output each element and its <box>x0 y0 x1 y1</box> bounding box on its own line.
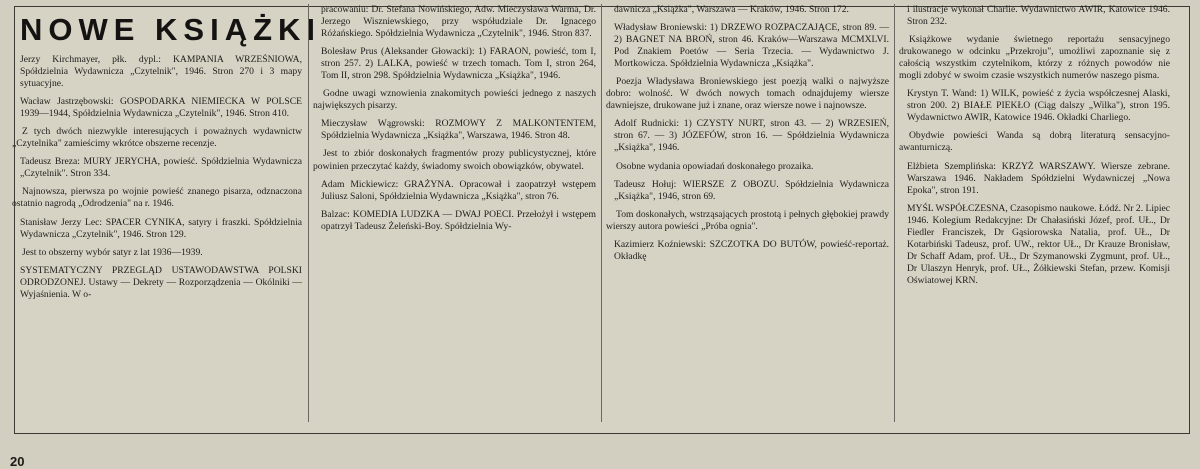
review-paragraph: Osobne wydania opowiadań doskonałego prozaika. <box>616 160 814 172</box>
book-entry: Mieczysław Wągrowski: ROZMOWY Z MALKONTENTEM, Spółdzielnia Wydawnicza „Książka", Warszawa, 1946. Stron 48. <box>321 118 596 142</box>
review-paragraph: Jest to obszerny wybór satyr z lat 1936—1939. <box>22 246 203 258</box>
book-entry: i ilustracje wykonał Charlie. Wydawnictwo AWIR, Katowice 1946. Stron 232. <box>907 4 1170 28</box>
book-entry: Adolf Rudnicki: 1) CZYSTY NURT, stron 43. — 2) WRZESIEŃ, stron 67. — 3) JÓZEFÓW, stron 16. — Spółdzielnia Wydawnicza „Książka", 1946. <box>614 118 889 154</box>
review-paragraph: Godne uwagi wznowienia znakomitych powieści jednego z naszych największych pisarzy. <box>313 88 596 112</box>
book-entry: SYSTEMATYCZNY PRZEGLĄD USTAWODAWSTWA POLSKI ODRODZONEJ. Ustawy — Dekrety — Rozporządzenia — Okólniki — Wyjaśnienia. W o- <box>20 264 302 300</box>
book-entry: Tadeusz Hołuj: WIERSZE Z OBOZU. Spółdzielnia Wydawnicza „Książka", 1946, stron 69. <box>614 178 889 202</box>
book-entry: Jerzy Kirchmayer, płk. dypl.: KAMPANIA WRZEŚNIOWA, Spółdzielnia Wydawnicza „Czytelnik", 1946. Stron 270 i 3 mapy sytuacyjne. <box>20 54 302 90</box>
text-column-1 <box>8 54 306 422</box>
book-entry: Bolesław Prus (Aleksander Głowacki): 1) FARAON, powieść, tom I, stron 257. 2) LALKA, powieść w trzech tomach. Tom I, stron 264, Tom II, stron 298. Spółdzielnia Wydawnicza „Książka", 1946. <box>321 46 596 82</box>
review-paragraph: Tom doskonałych, wstrząsających prostotą i pełnych głębokiej prawdy wierszy autora powieści „Próba ognia". <box>606 208 889 232</box>
text-column-4 <box>894 4 1174 422</box>
review-paragraph: Najnowsza, pierwsza po wojnie powieść znanego pisarza, odznaczona ostatnio nagrodą „Odrodzenia" na r. 1946. <box>12 186 302 210</box>
book-entry: Balzac: KOMEDIA LUDZKA — DWAJ POECI. Przełożył i wstępem opatrzył Tadeusz Żeleński-Boy. Spółdzielnia Wy- <box>321 208 596 232</box>
review-paragraph: Z tych dwóch niezwykle interesujących i poważnych wydawnictw „Czytelnika" zamieścimy wkrótce obszerne recenzje. <box>12 126 302 150</box>
section-headline: NOWE KSIĄŻKI <box>20 12 322 47</box>
book-entry: MYŚL WSPÓŁCZESNA, Czasopismo naukowe. Łódź. Nr 2. Lipiec 1946. Kolegium Redakcyjne: Dr Chałasiński Józef, prof. UŁ., Dr Fiedler Franciszek, Dr Gąsiorowska Natalia, prof. UŁ., Dr Kotarbiński Tadeusz, prof. UW., rektor UŁ., Dr Krauze Bronisław, Dr Schaff Adam, prof. UŁ., Dr Szymanowski Zygmunt, prof. UŁ., Dr Ulaszyn Henryk, prof. UŁ., Żółkiewski Stefan, przew. Komisji Oświatowej KRN. <box>907 202 1171 286</box>
review-paragraph: Poezja Władysława Broniewskiego jest poezją walki o najwyższe dobro: wolność. W dwóch nowych tomach odnajdujemy wiersze dawniejsze, drukowane już i znane, oraz wiersze nowe i najnowsze. <box>606 76 889 112</box>
book-entry: Władysław Broniewski: 1) DRZEWO ROZPACZAJĄCE, stron 89. — 2) BAGNET NA BROŃ, stron 46. Kraków—Warszawa MCMXLVI. Pod Znakiem Poetów — Seria Trzecia. — Wydawnictwo J. Mortkowicza. Spółdzielnia Wydawnicza „Książka". <box>614 22 889 70</box>
book-entry: Kazimierz Koźniewski: SZCZOTKA DO BUTÓW, powieść-reportaż. Okładkę <box>614 238 889 262</box>
book-entry: Tadeusz Breza: MURY JERYCHA, powieść. Spółdzielnia Wydawnicza „Czytelnik". Stron 334. <box>20 156 302 180</box>
book-entry: Krystyn T. Wand: 1) WILK, powieść z życia współczesnej Alaski, stron 200. 2) BIAŁE PIEKŁO (Ciąg dalszy „Wilka"), stron 195. Wydawnictwo AWIR, Katowice 1946. Okładki Charliego. <box>907 88 1170 124</box>
review-paragraph: Obydwie powieści Wanda są dobrą literaturą sensacyjno-awanturniczą. <box>899 130 1170 154</box>
book-entry: Wacław Jastrzębowski: GOSPODARKA NIEMIECKA W POLSCE 1939—1944, Spółdzielnia Wydawnicza „Czytelnik", 1946. Stron 410. <box>20 96 302 120</box>
book-entry: Elżbieta Szemplińska: KRZYŻ WARSZAWY. Wiersze zebrane. Warszawa 1946. Nakładem Spółdzielni Wydawniczej „Nowa Epoka", stron 191. <box>907 160 1170 196</box>
book-entry: Stanisław Jerzy Lec: SPACER CYNIKA, satyry i fraszki. Spółdzielnia Wydawnicza „Czytelnik", 1946. Stron 129. <box>20 216 302 240</box>
book-entry: dawnicza „Książka", Warszawa — Kraków, 1946. Stron 172. <box>614 4 849 15</box>
review-paragraph: Jest to zbiór doskonałych fragmentów prozy publicystycznej, które powinien przeczytać każdy, świadomy swoich obowiązków, obywatel. <box>313 148 596 172</box>
book-entry: pracowaniu: Dr. Stefana Nowińskiego, Adw. Mieczysława Warma, Dr. Jerzego Wiszniewskiego, przy współudziale Dr. Ignacego Różańskiego. Spółdzielnia Wydawnicza „Czytelnik", 1946. Stron 837. <box>321 4 596 40</box>
text-column-2 <box>308 4 600 422</box>
review-paragraph: Książkowe wydanie świetnego reportażu sensacyjnego drukowanego w odcinku „Przekroju", umożliwi zapoznanie się z całością wszystkim czytelnikom, którzy z różnych powodów nie mogli zdobyć w swoim czasie wszystkich numerów naszego pisma. <box>899 34 1170 82</box>
text-column-3 <box>601 4 893 422</box>
book-entry: Adam Mickiewicz: GRAŻYNA. Opracował i zaopatrzył wstępem Juliusz Saloni, Spółdzielnia Wydawnicza „Książka", stron 76. <box>321 178 596 202</box>
page-number: 20 <box>10 454 25 469</box>
